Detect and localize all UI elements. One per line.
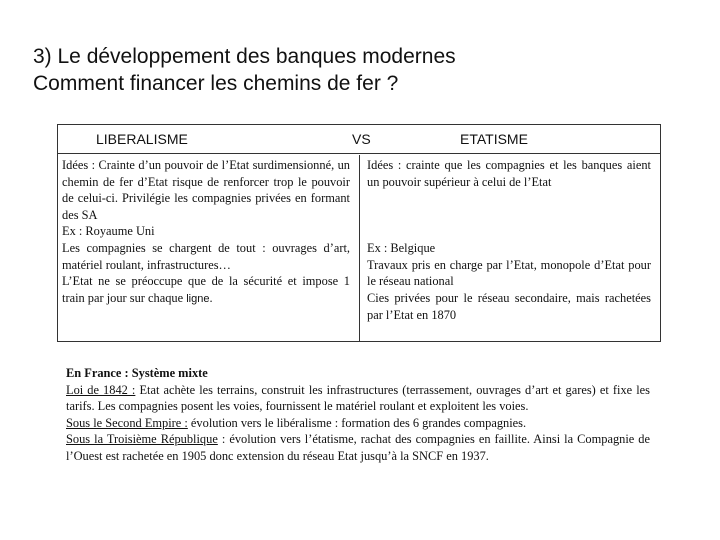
france-second-empire: [66, 415, 650, 432]
lib-state: [62, 273, 350, 307]
lib-state-dot: .: [209, 290, 213, 305]
france-third-republic: [66, 431, 650, 464]
third-republic-label: Sous la Troisième République: [66, 432, 218, 447]
lib-ideas: Idées : Crainte d’un pouvoir de l’Etat surdimensionné, un chemin de fer d’Etat risque de renforcer trop le pouvoir de celui-ci. Privilégie les compagnies privées en formant des SA: [62, 158, 350, 222]
title-line-2: Comment financer les chemins de fer ?: [33, 72, 399, 95]
lib-state-text: L’Etat ne se préoccupe que de la sécurité et impose 1 train par jour sur chaque: [62, 274, 350, 305]
second-empire-label: Sous le Second Empire :: [66, 415, 188, 430]
header-divider: [58, 153, 660, 154]
lib-example: Ex : Royaume Uni: [62, 224, 155, 239]
lib-state-ligne: ligne: [186, 292, 210, 305]
second-empire-text: évolution vers le libéralisme : formation des 6 grandes compagnies.: [187, 415, 527, 430]
eta-works: Travaux pris en charge par l’Etat, monopole d’Etat pour le réseau national: [367, 257, 651, 289]
title-line-1: 3) Le développement des banques modernes: [33, 45, 456, 68]
header-liberalisme: LIBERALISME: [96, 131, 188, 147]
eta-ideas: Idées : crainte que les compagnies et les banques aient un pouvoir supérieur à celui de l’Etat: [367, 158, 651, 189]
header-vs: VS: [352, 131, 371, 147]
france-section: [66, 365, 650, 465]
third-republic-text: : évolution vers l’étatisme, rachat des compagnies en faillite. Ainsi la Compagnie de l’Ouest est rachetée en 1905 donc extension du réseau Etat jusqu’à la SNCF en 1937.: [66, 432, 650, 463]
eta-spacer: [367, 190, 651, 240]
column-divider: [359, 155, 360, 341]
law-1842-label: Loi de 1842 :: [66, 382, 136, 397]
cell-etatisme: [367, 157, 651, 323]
eta-private: Cies privées pour le réseau secondaire, mais rachetées par l’Etat en 1870: [367, 290, 651, 322]
eta-example: Ex : Belgique: [367, 241, 436, 256]
france-heading: En France : Système mixte: [66, 366, 208, 380]
law-1842-text: Etat achète les terrains, construit les infrastructures (terrassement, ouvrages d’art et gares) et fixe les tarifs. Les compagnies posent les voies, fournissent le matériel roulant et exploitent les voies.: [66, 382, 650, 414]
cell-liberalisme: [62, 157, 350, 307]
lib-companies: Les compagnies se chargent de tout : ouvrages d’art, matériel roulant, infrastructures…: [62, 240, 350, 272]
slide-title: [33, 43, 693, 97]
france-law-1842: [66, 382, 650, 415]
header-etatisme: ETATISME: [460, 131, 528, 147]
comparison-table: [57, 124, 661, 342]
